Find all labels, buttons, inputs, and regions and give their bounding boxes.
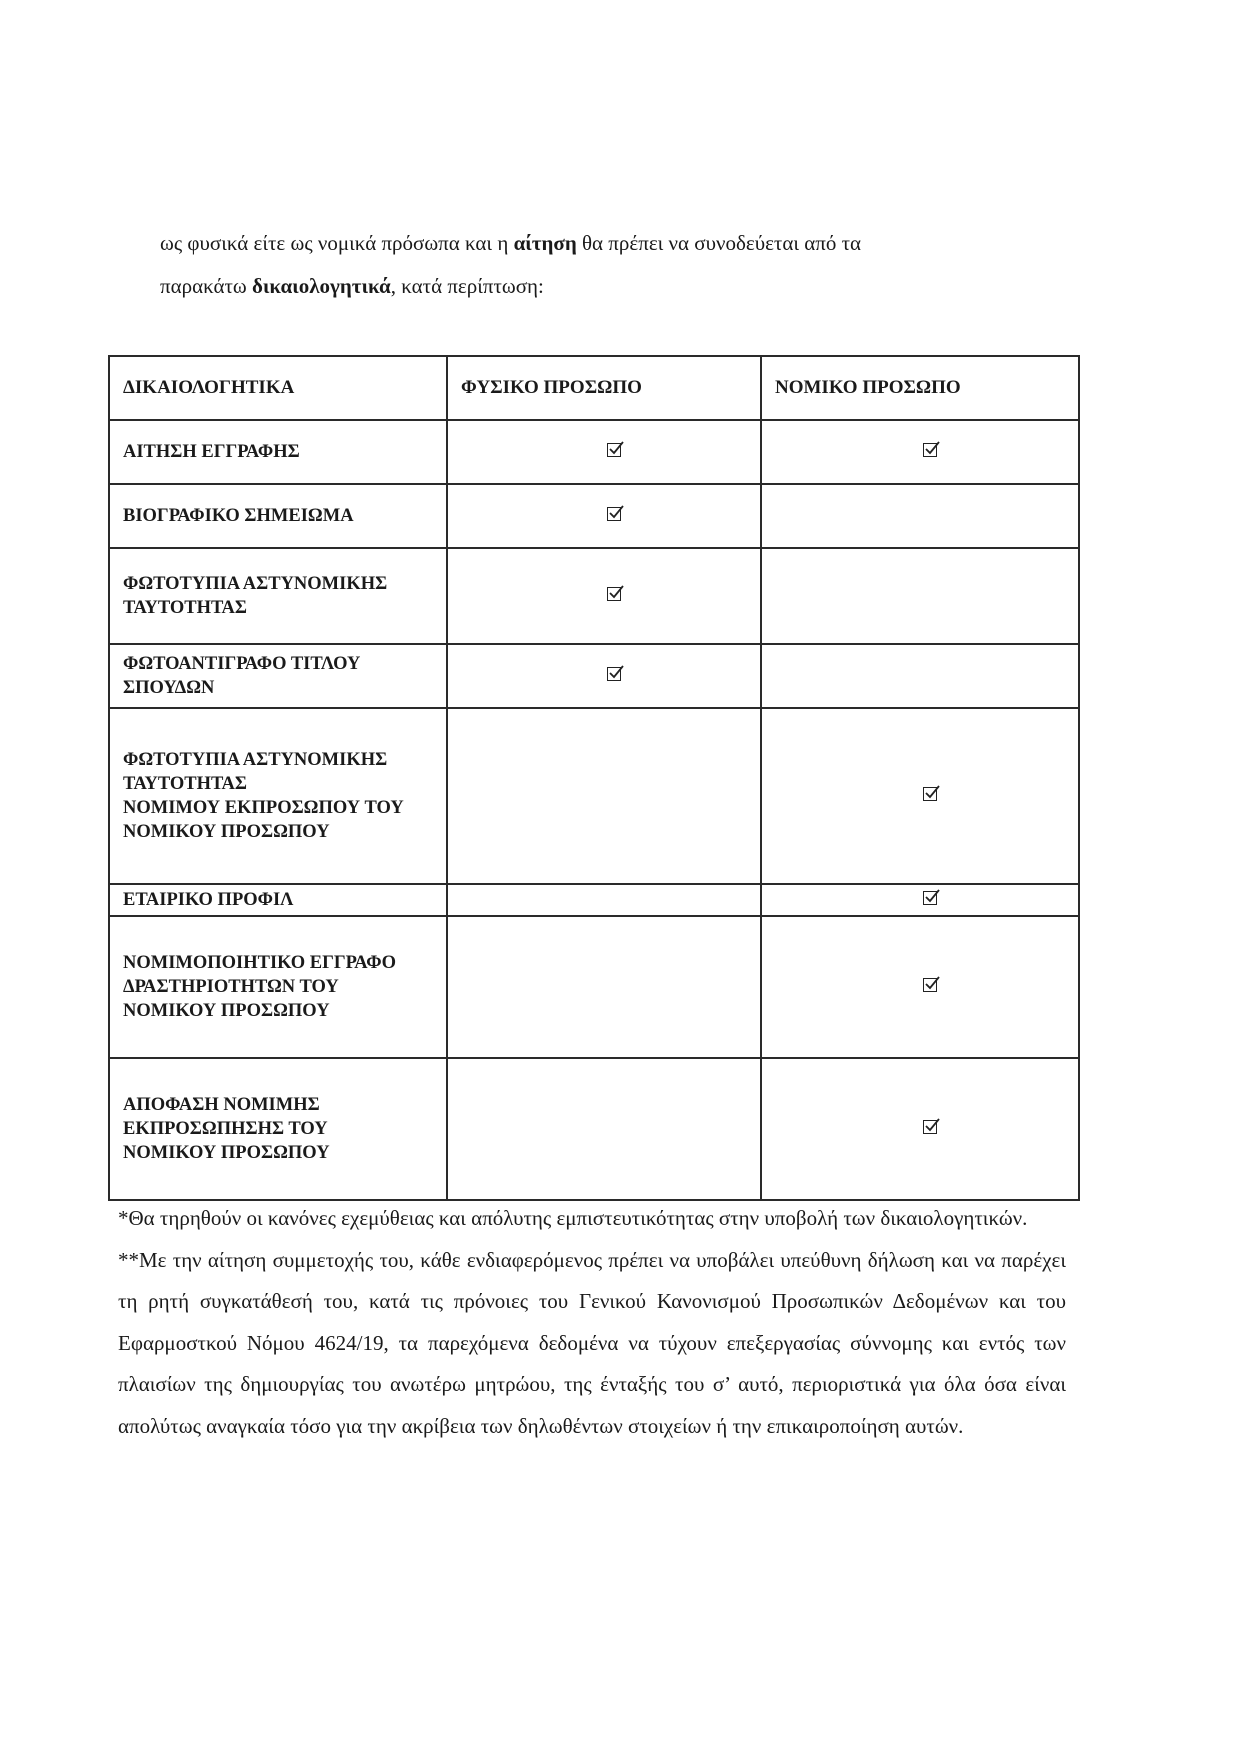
document-label-line: ΣΠΟΥΔΩΝ <box>123 678 215 698</box>
documents-table <box>108 355 1080 1201</box>
header-physical-person: ΦΥΣΙΚΟ ΠΡΟΣΩΠΟ <box>447 356 761 420</box>
legal-person-cell <box>761 708 1079 884</box>
legal-person-cell <box>761 916 1079 1058</box>
document-label-line: ΝΟΜΙΜΟΠΟΙΗΤΙΚΟ ΕΓΓΡΑΦΟ <box>123 953 396 973</box>
checked-box-icon <box>607 443 621 457</box>
table-row <box>109 916 1079 1058</box>
intro-line-1 <box>160 222 1070 265</box>
physical-person-cell <box>447 484 761 548</box>
table-row <box>109 884 1079 916</box>
table-row <box>109 708 1079 884</box>
document-label-line: ΤΑΥΤΟΤΗΤΑΣ <box>123 774 248 794</box>
document-label-line: ΑΙΤΗΣΗ ΕΓΓΡΑΦΗΣ <box>123 442 300 462</box>
document-label <box>109 484 447 548</box>
checked-box-icon <box>923 891 937 905</box>
physical-person-cell <box>447 548 761 644</box>
table-row <box>109 484 1079 548</box>
table-row <box>109 548 1079 644</box>
legal-person-cell <box>761 420 1079 484</box>
document-label-line: ΒΙΟΓΡΑΦΙΚΟ ΣΗΜΕΙΩΜΑ <box>123 506 354 526</box>
document-label <box>109 1058 447 1200</box>
intro-paragraph <box>160 222 1070 308</box>
document-label <box>109 644 447 708</box>
table-row <box>109 420 1079 484</box>
checked-box-icon <box>923 978 937 992</box>
document-label <box>109 548 447 644</box>
document-label-line: ΔΡΑΣΤΗΡΙΟΤΗΤΩΝ ΤΟΥ <box>123 977 339 997</box>
physical-person-cell <box>447 420 761 484</box>
header-documents: ΔΙΚΑΙΟΛΟΓΗΤΙΚΑ <box>109 356 447 420</box>
checked-box-icon <box>607 667 621 681</box>
document-label-line: ΤΑΥΤΟΤΗΤΑΣ <box>123 598 248 618</box>
legal-person-cell <box>761 1058 1079 1200</box>
document-label <box>109 884 447 916</box>
header-legal-person: ΝΟΜΙΚΟ ΠΡΟΣΩΠΟ <box>761 356 1079 420</box>
document-label-line: ΝΟΜΙΚΟΥ ΠΡΟΣΩΠΟΥ <box>123 1143 330 1163</box>
confidentiality-note: *Θα τηρηθούν οι κανόνες εχεμύθειας και απόλυτης εμπιστευτικότητας στην υποβολή των δικαιολογητικών. <box>118 1206 1028 1230</box>
physical-person-cell <box>447 1058 761 1200</box>
document-label-line: ΝΟΜΙΚΟΥ ΠΡΟΣΩΠΟΥ <box>123 822 330 842</box>
intro-text: θα πρέπει να συνοδεύεται από τα <box>576 231 862 255</box>
checked-box-icon <box>607 507 621 521</box>
document-label <box>109 708 447 884</box>
table-header-row <box>109 356 1079 420</box>
table-row <box>109 644 1079 708</box>
intro-text: , κατά περίπτωση: <box>390 274 544 298</box>
legal-person-cell <box>761 884 1079 916</box>
physical-person-cell <box>447 644 761 708</box>
checked-box-icon <box>923 443 937 457</box>
documents-table-body <box>109 356 1079 1200</box>
document-label-line: ΑΠΟΦΑΣΗ ΝΟΜΙΜΗΣ <box>123 1095 320 1115</box>
document-label-line: ΦΩΤΟΑΝΤΙΓΡΑΦΟ ΤΙΤΛΟΥ <box>123 654 361 674</box>
checked-box-icon <box>923 1120 937 1134</box>
checked-box-icon <box>607 587 621 601</box>
document-label-line: ΦΩΤΟΤΥΠΙΑ ΑΣΤΥΝΟΜΙΚΗΣ <box>123 574 388 594</box>
document-label <box>109 420 447 484</box>
legal-person-cell <box>761 644 1079 708</box>
physical-person-cell <box>447 708 761 884</box>
intro-bold-application: αίτηση <box>513 231 577 255</box>
consent-note: **Με την αίτηση συμμετοχής του, κάθε ενδιαφερόμενος πρέπει να υποβάλει υπεύθυνη δήλωση και να παρέχει τη ρητή συγκατάθεσή του, κατά τις πρόνοιες του Γενικού Κανονισμού Προσωπικών Δεδομένων και του Εφαρμοστκού Νόμου 4624/19, τα παρεχόμενα δεδομένα να τύχουν επεξεργασίας σύννομης και εντός των πλαισίων της δημιουργίας του ανωτέρω μητρώου, της ένταξής του σ’ αυτό, περιοριστικά για όλα όσα είναι απολύτως αναγκαία τόσο για την ακρίβεια των δηλωθέντων στοιχείων ή την επικαιροποίηση αυτών. <box>118 1247 1066 1438</box>
document-label-line: ΦΩΤΟΤΥΠΙΑ ΑΣΤΥΝΟΜΙΚΗΣ <box>123 750 388 770</box>
document-label-line: ΝΟΜΙΜΟΥ ΕΚΠΡΟΣΩΠΟΥ ΤΟΥ <box>123 798 404 818</box>
document-label-line: ΕΤΑΙΡΙΚΟ ΠΡΟΦΙΛ <box>123 890 294 910</box>
intro-text: ως φυσικά είτε ως νομικά πρόσωπα και η <box>160 231 514 255</box>
physical-person-cell <box>447 884 761 916</box>
intro-bold-documents: δικαιολογητικά <box>252 274 391 298</box>
intro-text: παρακάτω <box>160 274 252 298</box>
table-row <box>109 1058 1079 1200</box>
document-label-line: ΝΟΜΙΚΟΥ ΠΡΟΣΩΠΟΥ <box>123 1001 330 1021</box>
intro-line-2 <box>160 265 1070 308</box>
notes-section <box>118 1198 1066 1447</box>
document-label <box>109 916 447 1058</box>
legal-person-cell <box>761 484 1079 548</box>
checked-box-icon <box>923 787 937 801</box>
legal-person-cell <box>761 548 1079 644</box>
document-label-line: ΕΚΠΡΟΣΩΠΗΣΗΣ ΤΟΥ <box>123 1119 328 1139</box>
physical-person-cell <box>447 916 761 1058</box>
